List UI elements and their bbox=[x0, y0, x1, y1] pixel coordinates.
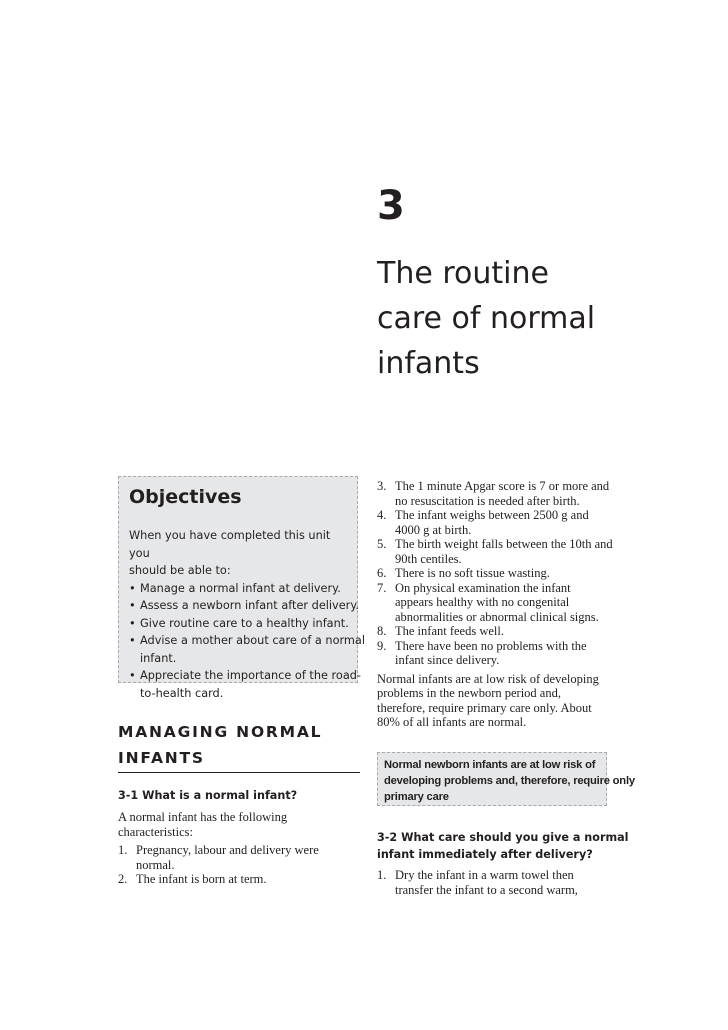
item-text: The 1 minute Apgar score is 7 or more and bbox=[395, 479, 610, 493]
item-text: Dry the infant in a warm towel then bbox=[395, 868, 574, 882]
objective-text: Manage a normal infant at delivery. bbox=[140, 581, 341, 595]
item-number: 1. bbox=[377, 868, 387, 882]
key-point-line: primary care bbox=[384, 791, 449, 803]
item-number: 8. bbox=[377, 624, 387, 638]
item-text: On physical examination the infant bbox=[395, 580, 571, 595]
objective-item bbox=[129, 597, 359, 615]
objective-text: Appreciate the importance of the road- bbox=[140, 669, 362, 682]
body-line: problems in the newborn period and, bbox=[377, 686, 561, 700]
characteristics-list bbox=[118, 843, 363, 887]
body-line: therefore, require primary care only. About bbox=[377, 700, 592, 715]
care-steps-list bbox=[377, 868, 617, 897]
chapter-title-line: infants bbox=[377, 346, 480, 381]
list-item bbox=[377, 566, 617, 581]
bullet: • bbox=[129, 616, 136, 630]
section-heading bbox=[118, 719, 360, 773]
objectives-box bbox=[118, 476, 365, 700]
question-heading-line: 3-2 What care should you give a normal bbox=[377, 831, 629, 844]
bullet: • bbox=[129, 599, 136, 612]
item-text: transfer the infant to a second warm, bbox=[395, 882, 578, 897]
item-text: The infant weighs between 2500 g and bbox=[395, 508, 589, 522]
question-heading bbox=[377, 829, 629, 863]
list-item bbox=[377, 537, 617, 566]
objective-text: Give routine care to a healthy infant. bbox=[140, 616, 349, 630]
question-3-1-block bbox=[118, 787, 363, 887]
item-number: 3. bbox=[377, 479, 387, 493]
objective-text: to-health card. bbox=[140, 686, 224, 700]
chapter-number: 3 bbox=[377, 183, 405, 229]
question-heading: 3-1 What is a normal infant? bbox=[118, 789, 298, 802]
item-number: 2. bbox=[118, 872, 128, 886]
item-number: 6. bbox=[377, 566, 387, 580]
item-number: 4. bbox=[377, 508, 387, 522]
item-text: normal. bbox=[136, 857, 175, 872]
bullet: • bbox=[129, 581, 136, 595]
item-text: The infant feeds well. bbox=[395, 624, 504, 638]
list-item bbox=[377, 639, 617, 668]
objectives-intro bbox=[129, 527, 351, 580]
body-line: A normal infant has the following bbox=[118, 810, 288, 824]
objective-text: Assess a newborn infant after delivery. bbox=[140, 599, 359, 612]
summary-paragraph bbox=[377, 672, 617, 730]
key-point-box bbox=[377, 752, 635, 806]
body-line: characteristics: bbox=[118, 824, 193, 839]
list-item bbox=[377, 479, 617, 508]
item-text: infant since delivery. bbox=[395, 653, 500, 667]
objectives-title: Objectives bbox=[129, 486, 242, 508]
characteristics-list bbox=[377, 479, 617, 668]
objectives-list bbox=[129, 580, 365, 703]
objective-item bbox=[129, 615, 351, 633]
list-item bbox=[377, 868, 617, 897]
item-text: 4000 g at birth. bbox=[395, 522, 472, 537]
objective-item bbox=[129, 632, 365, 667]
item-number: 1. bbox=[118, 843, 128, 857]
characteristics-list-continued bbox=[377, 479, 617, 730]
section-heading-line: INFANTS bbox=[118, 749, 205, 767]
objectives-intro-line: When you have completed this unit you bbox=[129, 529, 331, 560]
chapter-title-line: The routine bbox=[377, 256, 549, 291]
item-text: 90th centiles. bbox=[395, 551, 462, 566]
question-heading-line: infant immediately after delivery? bbox=[377, 848, 593, 861]
bullet: • bbox=[129, 669, 136, 682]
question-3-2-block bbox=[377, 829, 629, 897]
objective-item bbox=[129, 667, 362, 702]
item-text: The birth weight falls between the 10th and bbox=[395, 537, 613, 551]
item-number: 7. bbox=[377, 580, 387, 595]
body-line: Normal infants are at low risk of developing bbox=[377, 671, 599, 686]
item-text: There have been no problems with the bbox=[395, 638, 587, 653]
list-item bbox=[377, 624, 617, 639]
item-text: There is no soft tissue wasting. bbox=[395, 566, 550, 580]
key-point-line: Normal newborn infants are at low risk of bbox=[384, 759, 596, 771]
item-text: Pregnancy, labour and delivery were bbox=[136, 843, 319, 857]
item-text: abnormalities or abnormal clinical signs. bbox=[395, 609, 599, 624]
objective-text: Advise a mother about care of a normal bbox=[140, 634, 365, 647]
body-line: 80% of all infants are normal. bbox=[377, 715, 527, 729]
objective-item bbox=[129, 580, 351, 598]
list-item bbox=[377, 508, 617, 537]
chapter-title bbox=[377, 251, 677, 386]
section-heading-line: MANAGING NORMAL bbox=[118, 723, 323, 741]
list-item bbox=[118, 872, 363, 887]
objective-text: infant. bbox=[140, 651, 177, 665]
objectives-intro-line: should be able to: bbox=[129, 564, 231, 577]
bullet: • bbox=[129, 634, 136, 647]
item-number: 9. bbox=[377, 638, 387, 653]
key-point-line: developing problems and, therefore, require only bbox=[384, 775, 635, 787]
list-item bbox=[377, 581, 617, 625]
item-text: The infant is born at term. bbox=[136, 872, 267, 886]
item-number: 5. bbox=[377, 537, 387, 551]
item-text: no resuscitation is needed after birth. bbox=[395, 493, 580, 508]
question-intro bbox=[118, 810, 363, 839]
item-text: appears healthy with no congenital bbox=[395, 595, 570, 609]
list-item bbox=[118, 843, 363, 872]
chapter-title-line: care of normal bbox=[377, 301, 596, 336]
